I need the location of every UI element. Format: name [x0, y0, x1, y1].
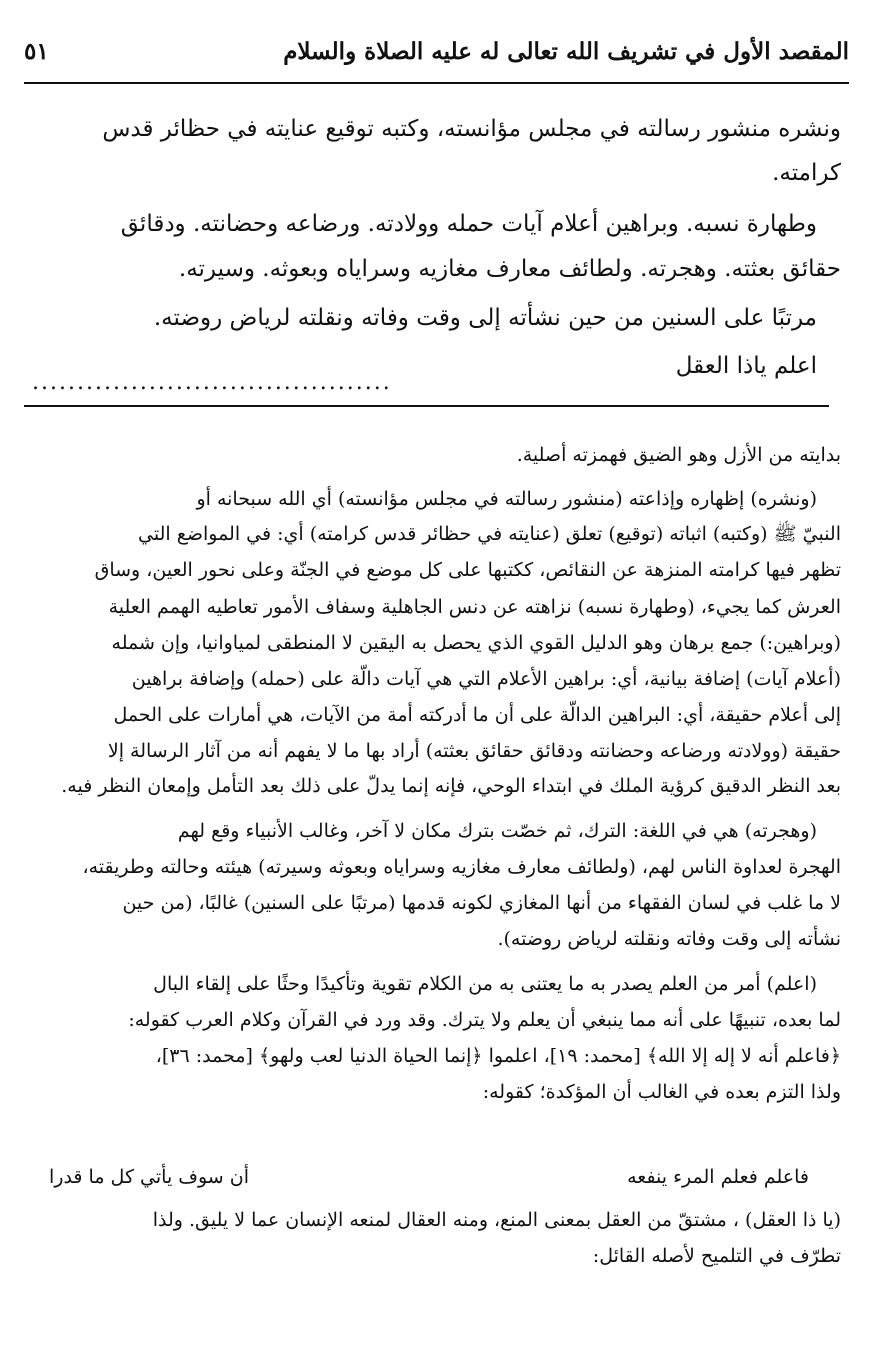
verse-first-hemistich: فاعلم فعلم المرء ينفعه [627, 1166, 809, 1188]
main-text-line: كرامته. [772, 160, 841, 186]
commentary-line: (أعلام آيات) إضافة بيانية، أي: براهين الأعلام التي هي آيات دالّة على (حمله) وإضافة براهين [131, 668, 841, 690]
commentary-line: ﴿فاعلم أنه لا إله إلا الله﴾ [محمد: ١٩]، اعلموا ﴿إنما الحياة الدنيا لعب ولهو﴾ [محمد: ٣٦]، [155, 1045, 841, 1067]
commentary-line: (اعلم) أمر من العلم يصدر به ما يعتنى به من الكلام تقوية وتأكيدًا وحثًا على إلقاء البال [153, 973, 817, 995]
main-text-line: اعلم ياذا العقل [675, 353, 817, 379]
verse-second-hemistich: أن سوف يأتي كل ما قدرا [49, 1166, 249, 1188]
commentary-line: النبيّ ﷺ (وكتبه) اثباته (توقيع) تعلق (عنايته في حظائر قدس كرامته) أي: في المواضع التي [138, 523, 841, 545]
commentary-line: تطرّف في التلميح لأصله القائل: [592, 1245, 841, 1267]
ellipsis-leader: ........................................ [32, 370, 392, 395]
commentary-line: نشأته إلى وقت وفاته ونقلته لرياض روضته). [497, 928, 841, 950]
page-header [24, 38, 849, 78]
page-number: ٥١ [24, 38, 49, 65]
main-text-line: وطهارة نسبه. وبراهين أعلام آيات حمله وولادته. ورضاعه وحضانته. ودقائق [120, 211, 817, 237]
commentary-line: (ونشره) إظهاره وإذاعته (منشور رسالته في مجلس مؤانسته) أي الله سبحانه أو [196, 488, 817, 510]
commentary-line: بعد النظر الدقيق كرؤية الملك في ابتداء الوحي، فإنه إنما يدلّ على ذلك بعد التأمل وإمعان النظر فيه. [61, 775, 841, 797]
commentary-line: (يا ذا العقل) ، مشتقّ من العقل بمعنى المنع، ومنه العقال لمنعه الإنسان عما لا يليق. ولذا [152, 1209, 841, 1231]
main-text-line: حقائق بعثته. وهجرته. ولطائف معارف مغازيه وسراياه وبعوثه. وسيرته. [178, 256, 841, 282]
commentary-line: (وبراهين:) جمع برهان وهو الدليل القوي الذي يحصل به اليقين لا المنطقى لمياوانيا، وإن شمله [111, 632, 841, 654]
commentary-line: ولذا التزم بعده في الغالب أن المؤكدة؛ كقوله: [482, 1081, 841, 1103]
commentary-line: حقيقة (وولادته ورضاعه وحضانته ودقائق حقائق بعثته) أراد بها ما لا يفهم أنه من آثار الرسالة إلا [107, 740, 841, 762]
commentary-line: إلى أعلام حقيقة، أي: البراهين الدالّة على أن ما أدركته أمة من الآيات، هي أمارات على الحمل [113, 704, 841, 726]
header-rule [24, 82, 849, 84]
footnote-rule [24, 405, 829, 407]
commentary-line: العرش كما يجيء، (وطهارة نسبه) نزاهته عن دنس الجاهلية وسفاف الأمور تعاطيه الهمم العلية [108, 596, 841, 618]
commentary-line: لا ما غلب في لسان الفقهاء من أنها المغازي لكونه قدمها (مرتبًا على السنين) غالبًا، (من حين [122, 892, 841, 914]
commentary-line: بدايته من الأزل وهو الضيق فهمزته أصلية. [516, 444, 841, 466]
commentary-line: تظهر فيها كرامته المنزهة عن النقائص، ككتبها على كل موضع في الجنّة وعلى نحور العين، وساق [94, 559, 841, 581]
running-title: المقصد الأول في تشريف الله تعالى له عليه الصلاة والسلام [283, 38, 849, 65]
main-text-line: مرتبًا على السنين من حين نشأته إلى وقت وفاته ونقلته لرياض روضته. [153, 305, 817, 331]
commentary-line: (وهجرته) هي في اللغة: الترك، ثم خصّت بترك مكان لا آخر، وغالب الأنبياء وقع لهم [177, 820, 817, 842]
commentary-line: الهجرة لعداوة الناس لهم، (ولطائف معارف مغازيه وسراياه وبعوثه وسيرته) هيئته وحالته وطريقته، [82, 856, 841, 878]
commentary-line: لما بعده، تنبيهًا على أنه مما ينبغي أن يعلم ولا يترك. وقد ورد في القرآن وكلام العرب كقوله: [128, 1009, 841, 1031]
main-text-line: ونشره منشور رسالته في مجلس مؤانسته، وكتبه توقيع عنايته في حظائر قدس [102, 116, 841, 142]
